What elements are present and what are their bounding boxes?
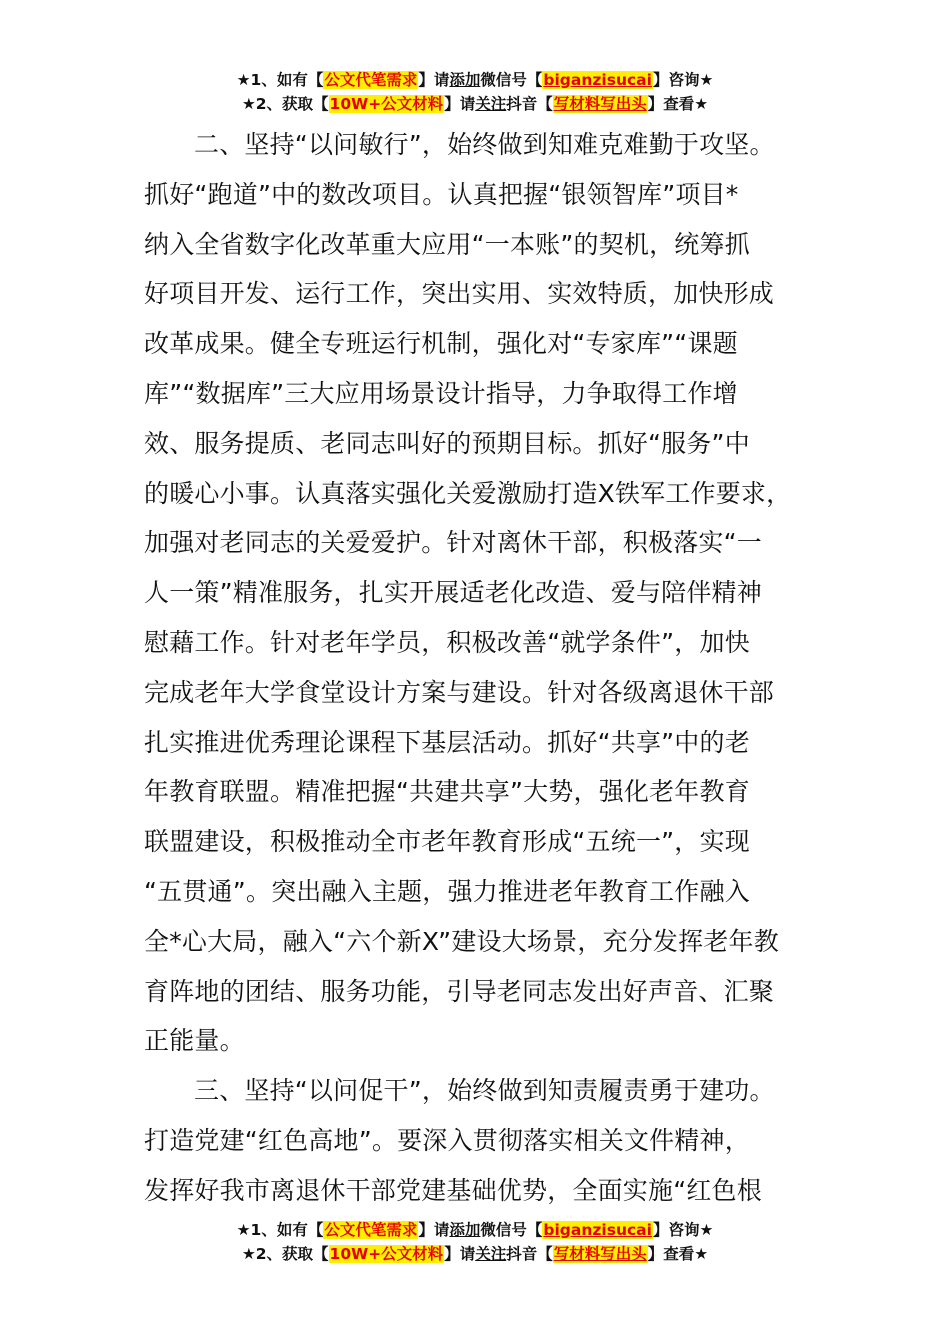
wechat-id-link[interactable]: biganzisucai: [543, 71, 652, 89]
banner-line-2: [0, 1242, 950, 1266]
text-line: 纳入全省数字化改革重大应用“一本账”的契机，统筹抓: [144, 229, 750, 259]
text-line: 的暖心小事。认真落实强化关爱激励打造X铁军工作要求，: [144, 478, 792, 508]
banner-text-underlined: 关注: [475, 1245, 507, 1263]
header-banner: [0, 68, 950, 116]
text-line: 育阵地的团结、服务功能，引导老同志发出好声音、汇聚: [144, 976, 775, 1006]
highlight-service: 公文代笔需求: [324, 71, 418, 89]
banner-text-underlined: 添加: [449, 71, 481, 89]
text-line: 完成老年大学食堂设计方案与建设。针对各级离退休干部: [144, 677, 775, 707]
highlight-materials: 10W+公文材料: [329, 1245, 444, 1263]
banner-text: 】咨询★: [652, 71, 714, 89]
douyin-account-link[interactable]: 写材料写出头: [553, 95, 647, 113]
banner-text-underlined: 关注: [475, 95, 507, 113]
highlight-materials: 10W+公文材料: [329, 95, 444, 113]
text-line: 加强对老同志的关爱爱护。针对离休干部，积极落实“一: [144, 528, 762, 558]
banner-text: 】查看★: [647, 1245, 709, 1263]
text-line: “五贯通”。突出融入主题，强力推进老年教育工作融入: [144, 876, 750, 906]
text-line: 好项目开发、运行工作，突出实用、实效特质，加快形成: [144, 279, 775, 309]
banner-text: 微信号【: [480, 71, 543, 89]
banner-text: 抖音【: [506, 95, 553, 113]
text-line: 效、服务提质、老同志叫好的预期目标。抓好“服务”中: [144, 428, 750, 458]
banner-text: ★2、获取【: [241, 1245, 329, 1263]
banner-text-underlined: 添加: [449, 1221, 481, 1239]
text-line: 全*心大局，融入“六个新X”建设大场景，充分发挥老年教: [144, 926, 779, 956]
douyin-account-link[interactable]: 写材料写出头: [553, 1245, 647, 1263]
paragraph-heading: 三、坚持“以问促干”，始终做到知责履责勇于建功。: [194, 1076, 775, 1106]
banner-line-2: [0, 92, 950, 116]
text-line: 年教育联盟。精准把握“共建共享”大势，强化老年教育: [144, 777, 750, 807]
banner-text: 】咨询★: [652, 1221, 714, 1239]
text-line: 正能量。: [144, 1026, 245, 1056]
banner-line-1: [0, 68, 950, 92]
banner-line-1: [0, 1218, 950, 1242]
banner-text: 抖音【: [506, 1245, 553, 1263]
text-line: 改革成果。健全专班运行机制，强化对“专家库”“课题: [144, 329, 738, 359]
text-line: 库”“数据库”三大应用场景设计指导，力争取得工作增: [144, 378, 738, 408]
paragraph-heading: 二、坚持“以问敏行”，始终做到知难克难勤于攻坚。: [194, 130, 775, 159]
banner-text: ★1、如有【: [236, 1221, 324, 1239]
text-line: 抓好“跑道”中的数改项目。认真把握“银领智库”项目*: [144, 179, 739, 209]
wechat-id-link[interactable]: biganzisucai: [543, 1221, 652, 1239]
document-body: [144, 120, 834, 1216]
text-line: 打造党建“红色高地”。要深入贯彻落实相关文件精神，: [144, 1125, 750, 1155]
text-line: 慰藉工作。针对老年学员，积极改善“就学条件”，加快: [144, 627, 750, 657]
text-line: 扎实推进优秀理论课程下基层活动。抓好“共享”中的老: [144, 727, 750, 757]
banner-text: ★1、如有【: [236, 71, 324, 89]
banner-text: 微信号【: [480, 1221, 543, 1239]
text-line: 人一策”精准服务，扎实开展适老化改造、爱与陪伴精神: [144, 578, 762, 608]
banner-text: 】查看★: [647, 95, 709, 113]
text-line: 联盟建设，积极推动全市老年教育形成“五统一”，实现: [144, 827, 750, 857]
text-line: 发挥好我市离退休干部党建基础优势，全面实施“红色根: [144, 1175, 762, 1205]
banner-text: 】请: [418, 1221, 450, 1239]
banner-text: ★2、获取【: [241, 95, 329, 113]
banner-text: 】请: [444, 95, 476, 113]
banner-text: 】请: [444, 1245, 476, 1263]
footer-banner: [0, 1218, 950, 1266]
banner-text: 】请: [418, 71, 450, 89]
highlight-service: 公文代笔需求: [324, 1221, 418, 1239]
